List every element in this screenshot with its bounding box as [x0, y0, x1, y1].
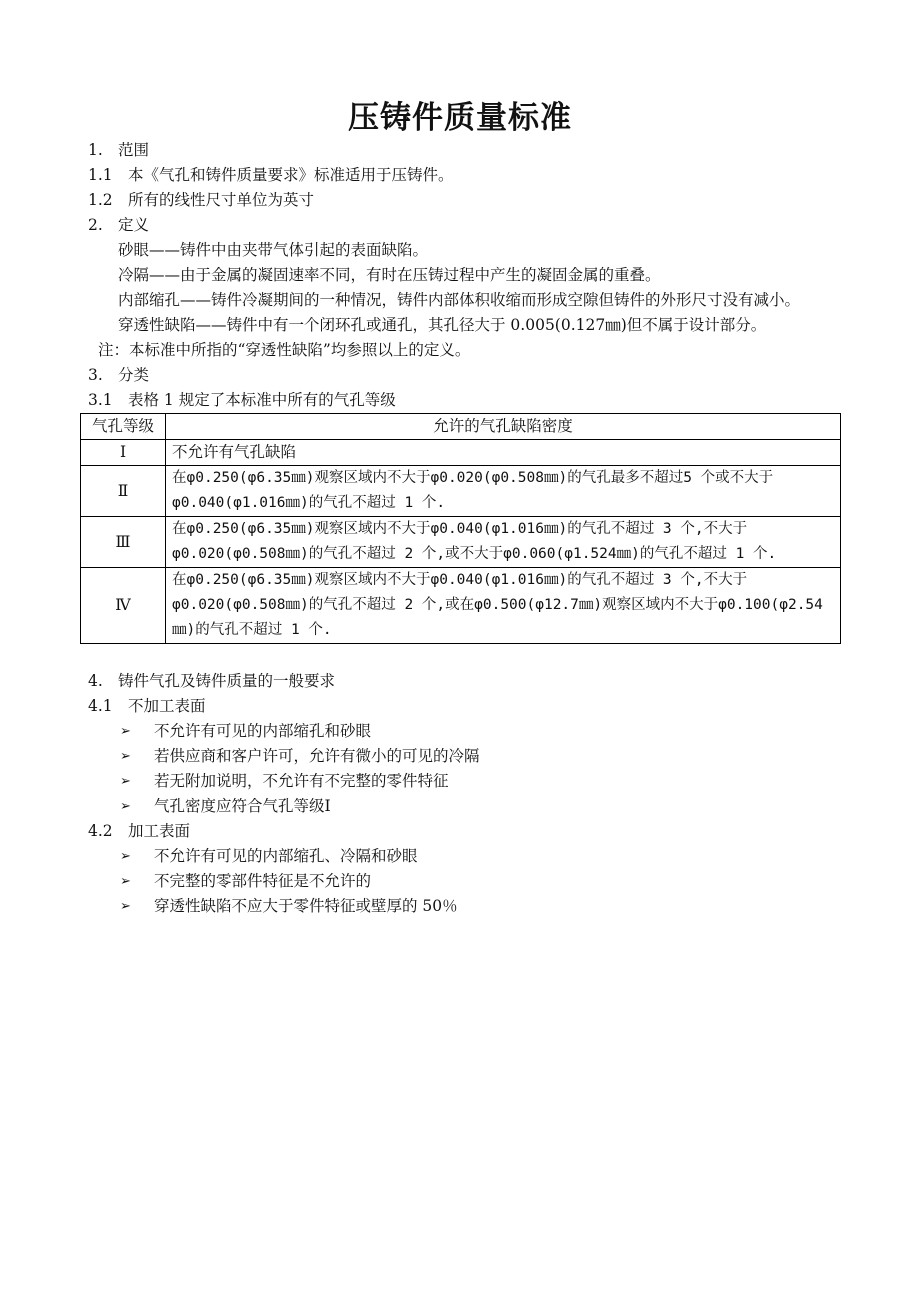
- grade-cell: Ⅱ: [81, 466, 166, 517]
- section-number: 3.1: [88, 391, 113, 409]
- density-cell: 在φ0.250(φ6.35㎜)观察区域内不大于φ0.040(φ1.016㎜)的气孔不超过 3 个,不大于φ0.020(φ0.508㎜)的气孔不超过 2 个,或不大于φ0.060(φ1.524㎜)的气孔不超过 1 个.: [166, 517, 841, 568]
- section-1-2: [88, 188, 860, 213]
- porosity-grade-table: [80, 413, 841, 644]
- spacer: [88, 644, 860, 669]
- list-item: [88, 794, 860, 819]
- section-number: 3.: [88, 366, 103, 384]
- list-item: [88, 769, 860, 794]
- arrow-bullet-icon: ➢: [120, 849, 131, 864]
- definition-cold-shut: 冷隔——由于金属的凝固速率不同，有时在压铸过程中产生的凝固金属的重叠。: [118, 266, 661, 284]
- arrow-bullet-icon: ➢: [120, 799, 131, 814]
- section-label: 铸件气孔及铸件质量的一般要求: [118, 672, 336, 690]
- section-number: 2.: [88, 216, 103, 234]
- arrow-bullet-icon: ➢: [120, 724, 131, 739]
- density-cell: 在φ0.250(φ6.35㎜)观察区域内不大于φ0.040(φ1.016㎜)的气孔不超过 3 个,不大于φ0.020(φ0.508㎜)的气孔不超过 2 个,或在φ0.500(φ12.7㎜)观察区域内不大于φ0.100(φ2.54㎜)的气孔不超过 1 个.: [166, 568, 841, 644]
- list-item-text: 气孔密度应符合气孔等级Ⅰ: [154, 797, 331, 815]
- section-label: 不加工表面: [128, 697, 206, 715]
- definition-note: 注：本标准中所指的“穿透性缺陷”均参照以上的定义。: [98, 341, 471, 359]
- section-label: 范围: [118, 141, 150, 159]
- table-row: [81, 466, 841, 517]
- list-item: [88, 894, 860, 919]
- table-row: [81, 568, 841, 644]
- section-number: 4.: [88, 672, 103, 690]
- section-number: 4.1: [88, 697, 113, 715]
- section-label: 定义: [118, 216, 150, 234]
- section-3-1: [88, 388, 860, 413]
- arrow-bullet-icon: ➢: [120, 899, 131, 914]
- section-3-heading: [88, 363, 860, 388]
- section-label: 加工表面: [128, 822, 191, 840]
- section-4-1: [88, 694, 860, 719]
- section-4-heading: [88, 669, 860, 694]
- arrow-bullet-icon: ➢: [120, 874, 131, 889]
- table-header-row: [81, 414, 841, 440]
- section-4-2: [88, 819, 860, 844]
- section-number: 4.2: [88, 822, 113, 840]
- section-number: 1.2: [88, 191, 113, 209]
- list-item: [88, 844, 860, 869]
- list-item: [88, 869, 860, 894]
- table-row: [81, 517, 841, 568]
- definition-shrinkage: 内部缩孔——铸件冷凝期间的一种情况，铸件内部体积收缩而形成空隙但铸件的外形尺寸没有减小。: [118, 291, 801, 309]
- page-title: 压铸件质量标准: [348, 100, 572, 136]
- list-item: [88, 744, 860, 769]
- section-number: 1.: [88, 141, 103, 159]
- density-cell: 不允许有气孔缺陷: [166, 440, 841, 466]
- list-item-text: 若无附加说明，不允许有不完整的零件特征: [154, 772, 449, 790]
- table-header-cell: 气孔等级: [81, 414, 166, 440]
- section-label: 分类: [118, 366, 150, 384]
- list-item: [88, 719, 860, 744]
- table-header-cell: 允许的气孔缺陷密度: [166, 414, 841, 440]
- list-item-text: 不允许有可见的内部缩孔和砂眼: [154, 722, 372, 740]
- list-item-text: 不完整的零部件特征是不允许的: [154, 872, 372, 890]
- document-body: [88, 138, 860, 919]
- list-item-text: 不允许有可见的内部缩孔、冷隔和砂眼: [154, 847, 418, 865]
- arrow-bullet-icon: ➢: [120, 749, 131, 764]
- section-text: 本《气孔和铸件质量要求》标准适用于压铸件。: [128, 166, 454, 184]
- section-1-heading: [88, 138, 860, 163]
- list-item-text: 穿透性缺陷不应大于零件特征或壁厚的 50％: [154, 897, 458, 915]
- grade-cell: Ⅰ: [81, 440, 166, 466]
- section-2-heading: [88, 213, 860, 238]
- arrow-bullet-icon: ➢: [120, 774, 131, 789]
- definition-sand-hole: 砂眼——铸件中由夹带气体引起的表面缺陷。: [118, 241, 429, 259]
- list-item-text: 若供应商和客户许可，允许有微小的可见的冷隔: [154, 747, 480, 765]
- section-text: 表格 1 规定了本标准中所有的气孔等级: [128, 391, 396, 409]
- section-number: 1.1: [88, 166, 113, 184]
- section-1-1: [88, 163, 860, 188]
- section-text: 所有的线性尺寸单位为英寸: [128, 191, 315, 209]
- grade-cell: Ⅲ: [81, 517, 166, 568]
- definition-penetrating-defect: 穿透性缺陷——铸件中有一个闭环孔或通孔，其孔径大于 0.005(0.127㎜)但不属于设计部分。: [118, 316, 767, 334]
- density-cell: 在φ0.250(φ6.35㎜)观察区域内不大于φ0.020(φ0.508㎜)的气孔最多不超过5 个或不大于φ0.040(φ1.016㎜)的气孔不超过 1 个.: [166, 466, 841, 517]
- table-row: [81, 440, 841, 466]
- grade-cell: Ⅳ: [81, 568, 166, 644]
